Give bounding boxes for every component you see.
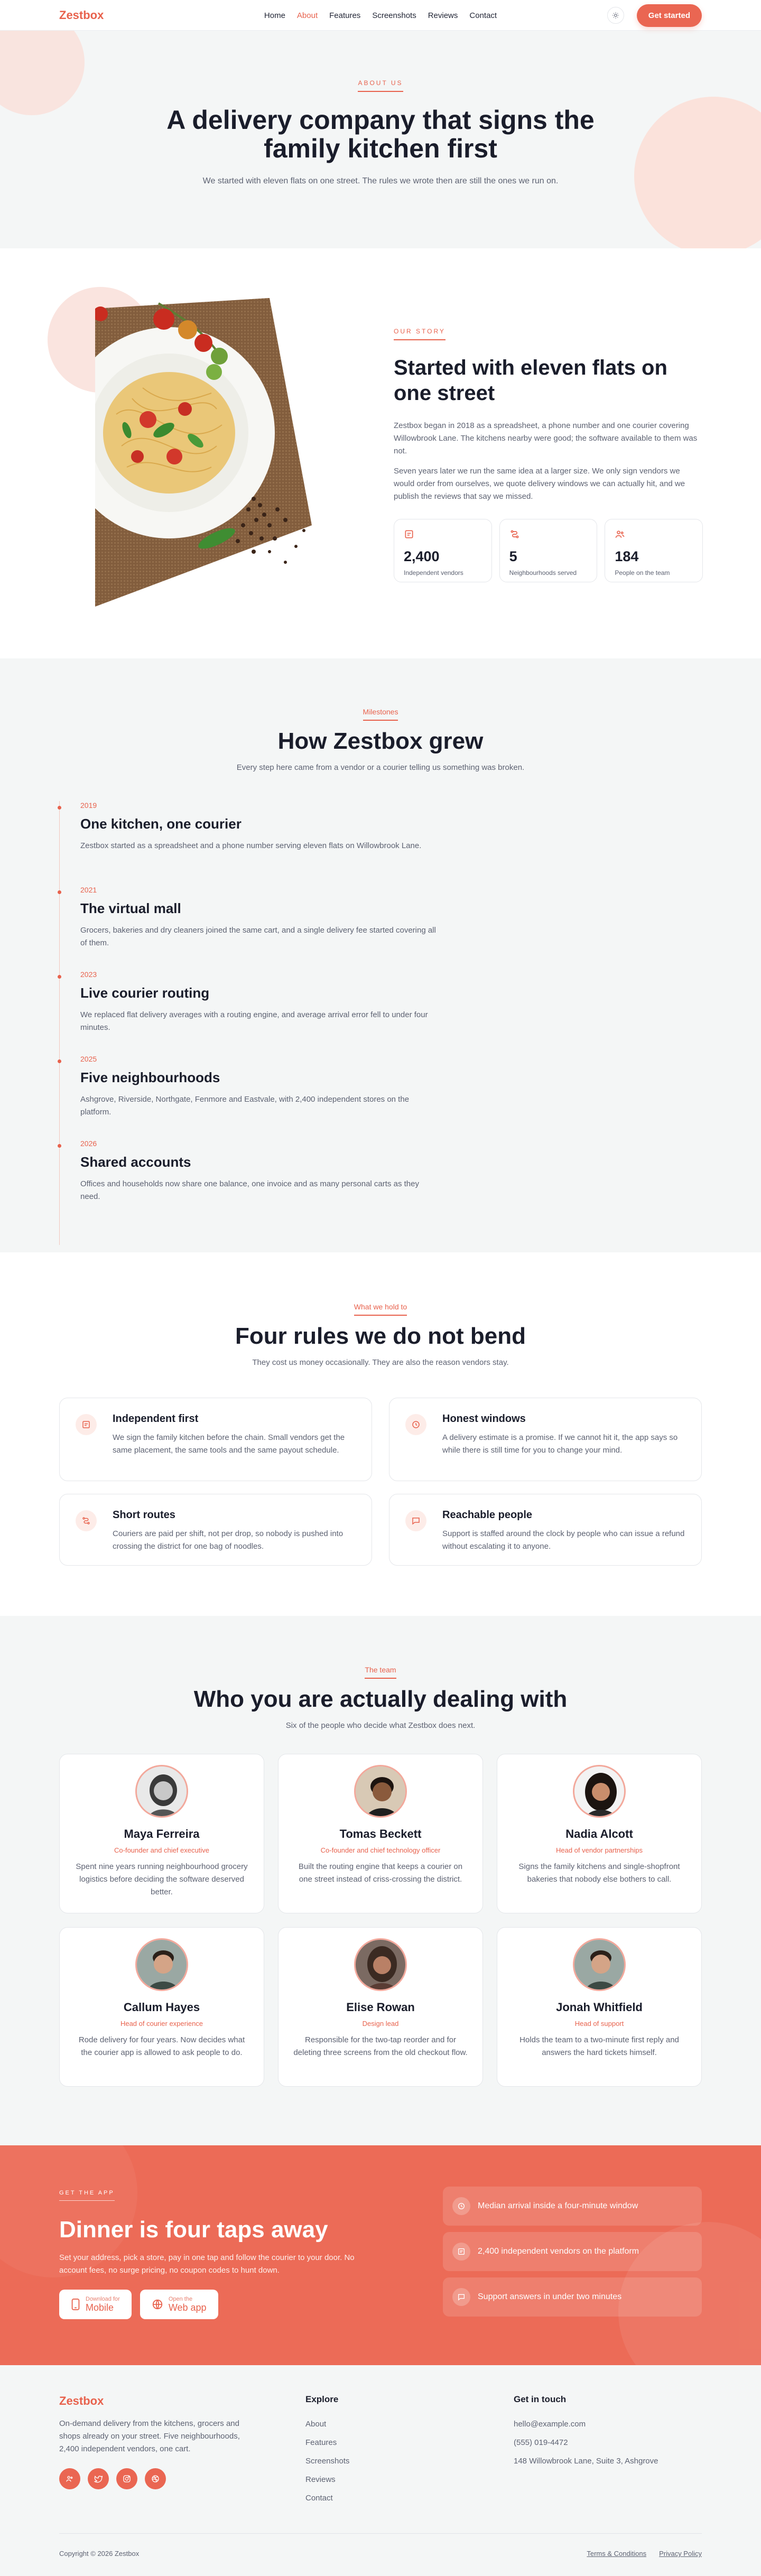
- rule-text: We sign the family kitchen before the chain. Small vendors get the same placement, the same tools and the same payout schedule.: [113, 1433, 345, 1455]
- cta-title: Dinner is four taps away: [59, 2217, 328, 2243]
- social-links: [59, 2468, 260, 2489]
- team-member-card: [497, 1927, 702, 2087]
- member-name: Jonah Whitfield: [556, 2001, 643, 2014]
- timeline-title: Live courier routing: [80, 985, 210, 1001]
- shop-icon: [76, 1414, 97, 1435]
- clock-icon: [452, 2197, 470, 2215]
- footer-email[interactable]: hello@example.com: [514, 2420, 586, 2429]
- team-title: Who you are actually dealing with: [193, 1686, 568, 1712]
- rules-subtitle: They cost us money occasionally. They are also the reason vendors stay.: [252, 1358, 509, 1367]
- stat-value: 184: [615, 548, 639, 564]
- timeline-dot: [58, 890, 61, 894]
- timeline-year: 2023: [80, 970, 97, 979]
- rule-text: Couriers are paid per shift, not per drop, so nobody is pushed into crossing the district for one bag of noodles.: [113, 1529, 344, 1551]
- terms-link[interactable]: Terms & Conditions: [587, 2550, 647, 2558]
- rule-title: Reachable people: [442, 1509, 533, 1521]
- rule-card: [59, 1494, 372, 1566]
- nav-link-reviews[interactable]: Reviews: [428, 11, 458, 20]
- nav-link-about[interactable]: About: [296, 11, 318, 20]
- rule-card: [389, 1494, 702, 1566]
- member-name: Nadia Alcott: [565, 1827, 633, 1840]
- footer-phone[interactable]: (555) 019-4472: [514, 2438, 568, 2447]
- stat-label: Neighbourhoods served: [509, 569, 577, 576]
- privacy-link[interactable]: Privacy Policy: [659, 2550, 702, 2558]
- team-member-card: [278, 1754, 483, 1913]
- milestones-title: How Zestbox grew: [277, 728, 484, 754]
- site-footer: [0, 2365, 761, 2576]
- timeline-item: [59, 1055, 440, 1139]
- button-caption: Download for: [86, 2295, 120, 2302]
- team-member-card: [59, 1927, 264, 2087]
- rules-title: Four rules we do not bend: [235, 1323, 526, 1349]
- avatar: [354, 1938, 407, 1991]
- rule-title: Honest windows: [442, 1413, 526, 1425]
- timeline-dot: [58, 1059, 61, 1063]
- story-paragraph: Zestbox began in 2018 as a spreadsheet, a phone number and one courier covering Willowbrook Lane. The kitchens nearby were good; the software available to them was not.: [394, 421, 698, 455]
- copyright: Copyright © 2026 Zestbox: [59, 2550, 140, 2558]
- hero-eyebrow: ABOUT US: [358, 79, 403, 92]
- member-role: Head of courier experience: [120, 2020, 203, 2028]
- avatar: [135, 1765, 188, 1818]
- footer-link-reviews[interactable]: Reviews: [305, 2475, 336, 2484]
- team-member-card: [497, 1754, 702, 1913]
- rule-text: Support is staffed around the clock by people who can issue a refund without escalating it to anyone.: [442, 1529, 685, 1551]
- open-web-app-button[interactable]: [140, 2290, 218, 2319]
- timeline-title: Shared accounts: [80, 1154, 191, 1170]
- footer-address: 148 Willowbrook Lane, Suite 3, Ashgrove: [514, 2457, 658, 2466]
- timeline-item: [59, 801, 440, 886]
- timeline-year: 2021: [80, 886, 97, 894]
- button-caption: Open the: [168, 2295, 193, 2302]
- shop-icon: [404, 529, 414, 540]
- team-section: [0, 1616, 761, 2145]
- story-paragraph: Seven years later we run the same idea at a larger size. We only sign vendors we would order from ourselves, we quote delivery windows we can actually hit, and we publish the reviews that say we missed.: [394, 467, 685, 501]
- member-name: Callum Hayes: [123, 2001, 200, 2014]
- sun-icon: [612, 12, 619, 19]
- avatar: [573, 1765, 626, 1818]
- story-title: Started with eleven flats on one street: [394, 356, 667, 405]
- timeline-title: The virtual mall: [80, 900, 181, 916]
- member-bio: Built the routing engine that keeps a courier on one street instead of criss-crossing the district.: [298, 1862, 463, 1884]
- stat-card: [499, 519, 598, 582]
- clock-icon: [405, 1414, 426, 1435]
- stat-value: 5: [509, 548, 517, 564]
- team-member-card: [59, 1754, 264, 1913]
- people-icon: [66, 2475, 74, 2483]
- footer-link-screenshots[interactable]: Screenshots: [305, 2457, 350, 2466]
- avatar: [573, 1938, 626, 1991]
- rule-card: [59, 1398, 372, 1481]
- member-bio: Signs the family kitchens and single-shopfront bakeries that nobody else bothers to call.: [518, 1862, 680, 1884]
- rule-title: Independent first: [113, 1413, 199, 1425]
- footer-link-features[interactable]: Features: [305, 2438, 337, 2447]
- hero-subtitle: We started with eleven flats on one street. The rules we wrote then are still the ones we run on.: [202, 176, 559, 185]
- milestones-section: [0, 658, 761, 1252]
- timeline-dot: [58, 1144, 61, 1148]
- nav-links: [264, 11, 497, 20]
- stat-label: Independent vendors: [404, 569, 463, 576]
- timeline-year: 2026: [80, 1139, 97, 1148]
- footer-contact-heading: Get in touch: [514, 2394, 567, 2404]
- nav-link-home[interactable]: Home: [264, 11, 285, 20]
- member-role: Design lead: [362, 2020, 399, 2028]
- timeline-text: Zestbox started as a spreadsheet and a phone number serving eleven flats on Willowbrook Lane.: [80, 841, 422, 850]
- member-bio: Spent nine years running neighbourhood grocery logistics before deciding the software deserved better.: [76, 1862, 248, 1896]
- get-started-button[interactable]: Get started: [637, 4, 702, 27]
- footer-link-about[interactable]: About: [305, 2420, 327, 2429]
- app-cta-section: [0, 2145, 761, 2365]
- member-name: Maya Ferreira: [124, 1827, 200, 1840]
- cta-feature: [443, 2232, 702, 2271]
- social-instagram-link[interactable]: [116, 2468, 137, 2489]
- cta-eyebrow: GET THE APP: [59, 2190, 115, 2201]
- cta-feature-text: 2,400 independent vendors on the platform: [478, 2247, 639, 2256]
- footer-logo[interactable]: Zestbox: [59, 2394, 104, 2407]
- avatar: [135, 1938, 188, 1991]
- theme-toggle-button[interactable]: [607, 7, 624, 24]
- stat-card: [605, 519, 703, 582]
- shop-icon: [452, 2243, 470, 2261]
- dribbble-icon: [151, 2475, 160, 2483]
- member-bio: Responsible for the two-tap reorder and for deleting three screens from the old checkout flow.: [293, 2035, 468, 2057]
- timeline-dot: [58, 975, 61, 979]
- team-eyebrow: The team: [365, 1666, 396, 1679]
- member-name: Elise Rowan: [346, 2001, 415, 2014]
- top-nav: [0, 0, 761, 31]
- member-role: Head of support: [574, 2020, 624, 2028]
- chat-icon: [405, 1510, 426, 1531]
- nav-link-features[interactable]: Features: [329, 11, 361, 20]
- timeline-item: [59, 886, 440, 970]
- instagram-icon: [123, 2475, 131, 2483]
- globe-icon: [152, 2299, 163, 2310]
- chat-icon: [452, 2288, 470, 2306]
- timeline-text: We replaced flat delivery averages with a routing engine, and average arrival error fell to under four minutes.: [80, 1010, 428, 1032]
- member-role: Co-founder and chief executive: [114, 1846, 209, 1854]
- timeline-text: Offices and households now share one balance, one invoice and as many personal carts as they need.: [80, 1179, 419, 1201]
- story-section: [0, 248, 761, 658]
- milestones-subtitle: Every step here came from a vendor or a courier telling us something was broken.: [236, 763, 525, 772]
- timeline-text: Ashgrove, Riverside, Northgate, Fenmore and Eastvale, with 2,400 independent stores on the platform.: [80, 1095, 410, 1117]
- footer-link-contact[interactable]: Contact: [305, 2494, 333, 2503]
- timeline-title: One kitchen, one courier: [80, 816, 242, 832]
- phone-icon: [71, 2299, 80, 2310]
- nav-link-screenshots[interactable]: Screenshots: [372, 11, 416, 20]
- timeline-year: 2019: [80, 801, 97, 810]
- people-icon: [615, 529, 625, 540]
- decor-circle: [634, 97, 761, 248]
- download-mobile-button[interactable]: [59, 2290, 132, 2319]
- rule-title: Short routes: [113, 1509, 175, 1521]
- twitter-icon: [94, 2475, 103, 2483]
- cta-feature-text: Support answers in under two minutes: [478, 2292, 622, 2301]
- cta-feature: [443, 2277, 702, 2317]
- team-member-card: [278, 1927, 483, 2087]
- social-people-link[interactable]: [59, 2468, 80, 2489]
- decor-circle: [0, 31, 85, 115]
- rules-eyebrow: What we hold to: [354, 1303, 407, 1316]
- timeline-item: [59, 970, 440, 1055]
- stat-value: 2,400: [404, 548, 440, 564]
- route-icon: [509, 529, 520, 540]
- hero-section: [0, 31, 761, 248]
- button-label: Web app: [168, 2302, 207, 2313]
- pasta-photo: [95, 298, 328, 607]
- cta-feature-text: Median arrival inside a four-minute window: [478, 2201, 638, 2210]
- member-name: Tomas Beckett: [339, 1827, 422, 1840]
- member-bio: Holds the team to a two-minute first reply and answers the hard tickets himself.: [519, 2035, 679, 2057]
- rule-text: A delivery estimate is a promise. If we cannot hit it, the app says so while there is still time for you to change your mind.: [442, 1433, 678, 1455]
- cta-feature: [443, 2187, 702, 2226]
- social-dribbble-link[interactable]: [145, 2468, 166, 2489]
- social-twitter-link[interactable]: [88, 2468, 109, 2489]
- brand-logo[interactable]: Zestbox: [59, 8, 104, 22]
- stat-label: People on the team: [615, 569, 670, 576]
- member-role: Head of vendor partnerships: [555, 1846, 643, 1854]
- avatar: [354, 1765, 407, 1818]
- team-subtitle: Six of the people who decide what Zestbox does next.: [285, 1721, 476, 1730]
- rule-card: [389, 1398, 702, 1481]
- milestones-eyebrow: Milestones: [363, 708, 398, 721]
- nav-link-contact[interactable]: Contact: [469, 11, 497, 20]
- member-bio: Rode delivery for four years. Now decides what the courier app is allowed to ask people to do.: [78, 2035, 245, 2057]
- timeline-title: Five neighbourhoods: [80, 1070, 220, 1085]
- timeline-text: Grocers, bakeries and dry cleaners joined the same cart, and a single delivery fee started covering all of them.: [80, 926, 436, 947]
- footer-explore-heading: Explore: [305, 2394, 339, 2404]
- stat-card: [394, 519, 492, 582]
- timeline-item: [59, 1139, 440, 1224]
- timeline-year: 2025: [80, 1055, 97, 1063]
- stats-row: [394, 519, 703, 582]
- button-label: Mobile: [86, 2302, 114, 2313]
- route-icon: [76, 1510, 97, 1531]
- timeline: [59, 801, 440, 1224]
- page-title: A delivery company that signs the family kitchen first: [166, 105, 595, 163]
- member-role: Co-founder and chief technology officer: [320, 1846, 441, 1854]
- footer-about: On-demand delivery from the kitchens, grocers and shops already on your street. Five neighbourhoods, 2,400 independent vendors, one cart.: [59, 2419, 240, 2453]
- timeline-dot: [58, 806, 61, 810]
- story-eyebrow: OUR STORY: [394, 328, 446, 340]
- cta-text: Set your address, pick a store, pay in one tap and follow the courier to your door. No account fees, no surge pricing, no coupon codes to hunt down.: [59, 2253, 355, 2275]
- rules-section: [0, 1252, 761, 1616]
